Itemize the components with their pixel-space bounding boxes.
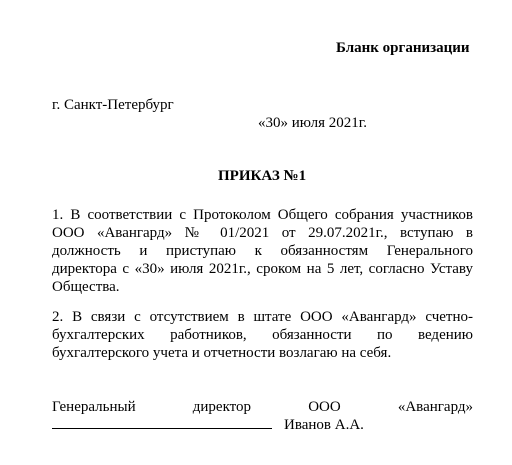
paragraph-2 xyxy=(52,308,473,362)
signatory-name: Иванов А.А. xyxy=(284,417,364,433)
signature-position: Генеральный директор ООО «Авангард» xyxy=(52,399,473,415)
paragraph-1 xyxy=(52,206,473,296)
paragraph-1-line: должность и приступаю к обязанностям Генерального xyxy=(52,243,473,259)
order-title: ПРИКАЗ №1 xyxy=(218,168,307,184)
paragraph-1-line: 1. В соответствии с Протоколом Общего собрания участников xyxy=(52,207,473,223)
paragraph-1-line: Общества. xyxy=(52,279,120,295)
paragraph-2-line: бухгалтерских работников, обязанности по ведению xyxy=(52,327,473,343)
paragraph-1-line: директора с «30» июля 2021г., сроком на 5 лет, согласно Уставу xyxy=(52,261,473,277)
paragraph-1-line: ООО «Авангард» № 01/2021 от 29.07.2021г., вступаю в xyxy=(52,225,473,241)
paragraph-2-line: 2. В связи с отсутствием в штате ООО «Авангард» счетно- xyxy=(52,309,473,325)
letterhead-label: Бланк организации xyxy=(336,40,470,56)
document-date: «30» июля 2021г. xyxy=(258,115,367,131)
signature-line xyxy=(52,414,272,429)
paragraph-2-line: бухгалтерского учета и отчетности возлагаю на себя. xyxy=(52,345,392,361)
city-label: г. Санкт-Петербург xyxy=(52,97,174,113)
signature-row xyxy=(52,414,364,434)
